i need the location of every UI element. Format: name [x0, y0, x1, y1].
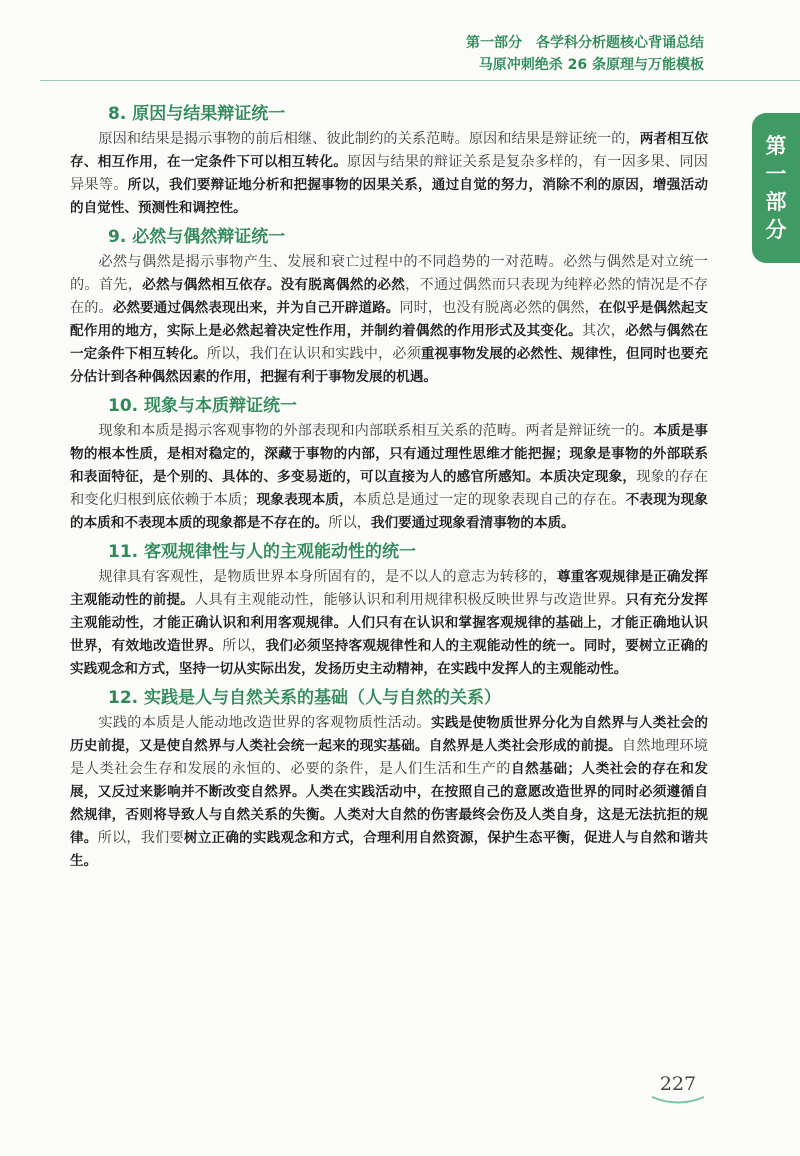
body-text: 所以， — [328, 515, 371, 531]
body-text: 原因和结果是揭示事物的前后相继、彼此制约的关系范畴。原因和结果是辩证统一的， — [98, 131, 640, 147]
emphasis-text: 自然基础；人类社会的存在和发展，又反过来影响并不断改变自然界。人类在实践活动中，在按照自己的意愿改造世界的同时必须遵循自然规律，否则将导致人与自然关系的失衡。人类对大自然的伤害最终会伤及人类自身，这是无法抗拒的规律。 — [70, 761, 708, 846]
emphasis-text: 尊重客观规律是正确发挥主观能动性的前提。 — [70, 569, 708, 608]
header-divider — [40, 80, 800, 81]
section — [70, 394, 708, 535]
emphasis-text: 我们要通过现象看清事物的本质。 — [370, 515, 575, 531]
body-text: 同时，也没有脱离必然的偶然， — [399, 300, 599, 316]
emphasis-text: 两者相互依存、相互作用，在一定条件下可以相互转化。 — [70, 131, 708, 170]
emphasis-text: 不表现为现象的本质和不表现本质的现象都是不存在的。 — [70, 492, 708, 531]
side-tab-char: 分 — [765, 218, 787, 242]
section-title: 12. 实践是人与自然关系的基础（人与自然的关系） — [108, 688, 502, 708]
emphasis-text: 只有充分发挥主观能动性，才能正确认识和利用客观规律。人们只有在认识和掌握客观规律的基础上，才能正确地认识世界，有效地改造世界。 — [70, 592, 708, 654]
body-text: 所以，我们在认识和实践中，必须 — [206, 346, 421, 362]
emphasis-text: 必然要通过偶然表现出来，并为自己开辟道路。 — [112, 300, 400, 316]
section-body — [70, 128, 708, 220]
body-text: 规律具有客观性，是物质世界本身所固有的，是不以人的意志为转移的， — [98, 569, 558, 585]
section-body — [70, 712, 708, 873]
main-content — [70, 102, 708, 878]
section-title: 8. 原因与结果辩证统一 — [108, 104, 286, 124]
section-body — [70, 420, 708, 535]
header-chapter-title: 马原冲刺绝杀 26 条原理与万能模板 — [478, 57, 704, 73]
emphasis-text: 树立正确的实践观念和方式，合理利用自然资源，保护生态平衡，促进人与自然和谐共生。 — [70, 830, 708, 869]
section-title: 11. 客观规律性与人的主观能动性的统一 — [108, 542, 417, 562]
emphasis-text: 重视事物发展的必然性、规律性，但同时也要充分估计到各种偶然因素的作用，把握有利于事物发展的机遇。 — [70, 346, 709, 385]
emphasis-text: 现象表现本质， — [256, 492, 353, 508]
emphasis-text: 必然与偶然相互依存。没有脱离偶然的必然 — [142, 277, 406, 293]
side-tab-char: 第 — [765, 134, 787, 158]
section — [70, 225, 708, 389]
body-text: 实践的本质是人能动地改造世界的客观物质性活动。 — [98, 715, 431, 731]
part-one-side-tab — [752, 113, 800, 263]
body-text: 必然与偶然是揭示事物产生、发展和衰亡过程中的不同趋势的一对范畴。必然与偶然是对立统一的。首先， — [70, 254, 708, 293]
section-title: 10. 现象与本质辩证统一 — [108, 396, 298, 416]
emphasis-text: 在似乎是偶然起支配作用的地方，实际上是必然起着决定性作用，并制约着偶然的作用形式及其变化。 — [70, 300, 708, 339]
emphasis-text: 必然与偶然在一定条件下相互转化。 — [70, 323, 708, 362]
emphasis-text: 本质是事物的根本性质，是相对稳定的，深藏于事物的内部，只有通过理性思维才能把握；现象是事物的外部联系和表面特征，是个别的、具体的、多变易逝的，可以直接为人的感官所感知。本质决定现象， — [70, 423, 708, 485]
emphasis-text: 所以，我们要辩证地分析和把握事物的因果关系，通过自觉的努力，消除不利的原因，增强活动的自觉性、预测性和调控性。 — [70, 177, 708, 216]
body-text: 人具有主观能动性，能够认识和利用规律积极反映世界与改造世界。 — [194, 592, 626, 608]
page-number-underline — [650, 1094, 706, 1106]
body-text: 现象和本质是揭示客观事物的外部表现和内部联系相互关系的范畴。两者是辩证统一的。 — [98, 423, 654, 439]
side-tab-char: 部 — [765, 190, 787, 214]
page-number: 227 — [659, 1073, 697, 1095]
body-text: 现象的存在和变化归根到底依赖于本质； — [70, 469, 708, 508]
body-text: 原因与结果的辩证关系是复杂多样的，有一因多果、同因异果等。 — [70, 154, 708, 193]
header-part-title: 第一部分 各学科分析题核心背诵总结 — [466, 35, 704, 51]
emphasis-text: 我们必须坚持客观规律性和人的主观能动性的统一。同时，要树立正确的实践观念和方式，坚持一切从实际出发，发扬历史主动精神，在实践中发挥人的主观能动性。 — [70, 638, 709, 677]
section — [70, 686, 708, 873]
emphasis-text: 实践是使物质世界分化为自然界与人类社会的历史前提，又是使自然界与人类社会统一起来的现实基础。自然界是人类社会形成的前提。 — [70, 715, 708, 754]
body-text: 所以， — [222, 638, 266, 654]
section — [70, 102, 708, 220]
section-body — [70, 566, 708, 681]
section-body — [70, 251, 708, 389]
section — [70, 540, 708, 681]
body-text: 本质总是通过一定的现象表现自己的存在。 — [352, 492, 626, 508]
body-text: ，不通过偶然而只表现为纯粹必然的情况是不存在的。 — [70, 277, 708, 316]
body-text: 所以，我们要 — [97, 830, 184, 846]
body-text: 自然地理环境是人类社会生存和发展的永恒的、必要的条件，是人们生活和生产的 — [70, 738, 708, 777]
body-text: 其次， — [581, 323, 626, 339]
running-header — [466, 32, 704, 76]
side-tab-char: 一 — [765, 162, 787, 186]
section-title: 9. 必然与偶然辩证统一 — [108, 227, 286, 247]
